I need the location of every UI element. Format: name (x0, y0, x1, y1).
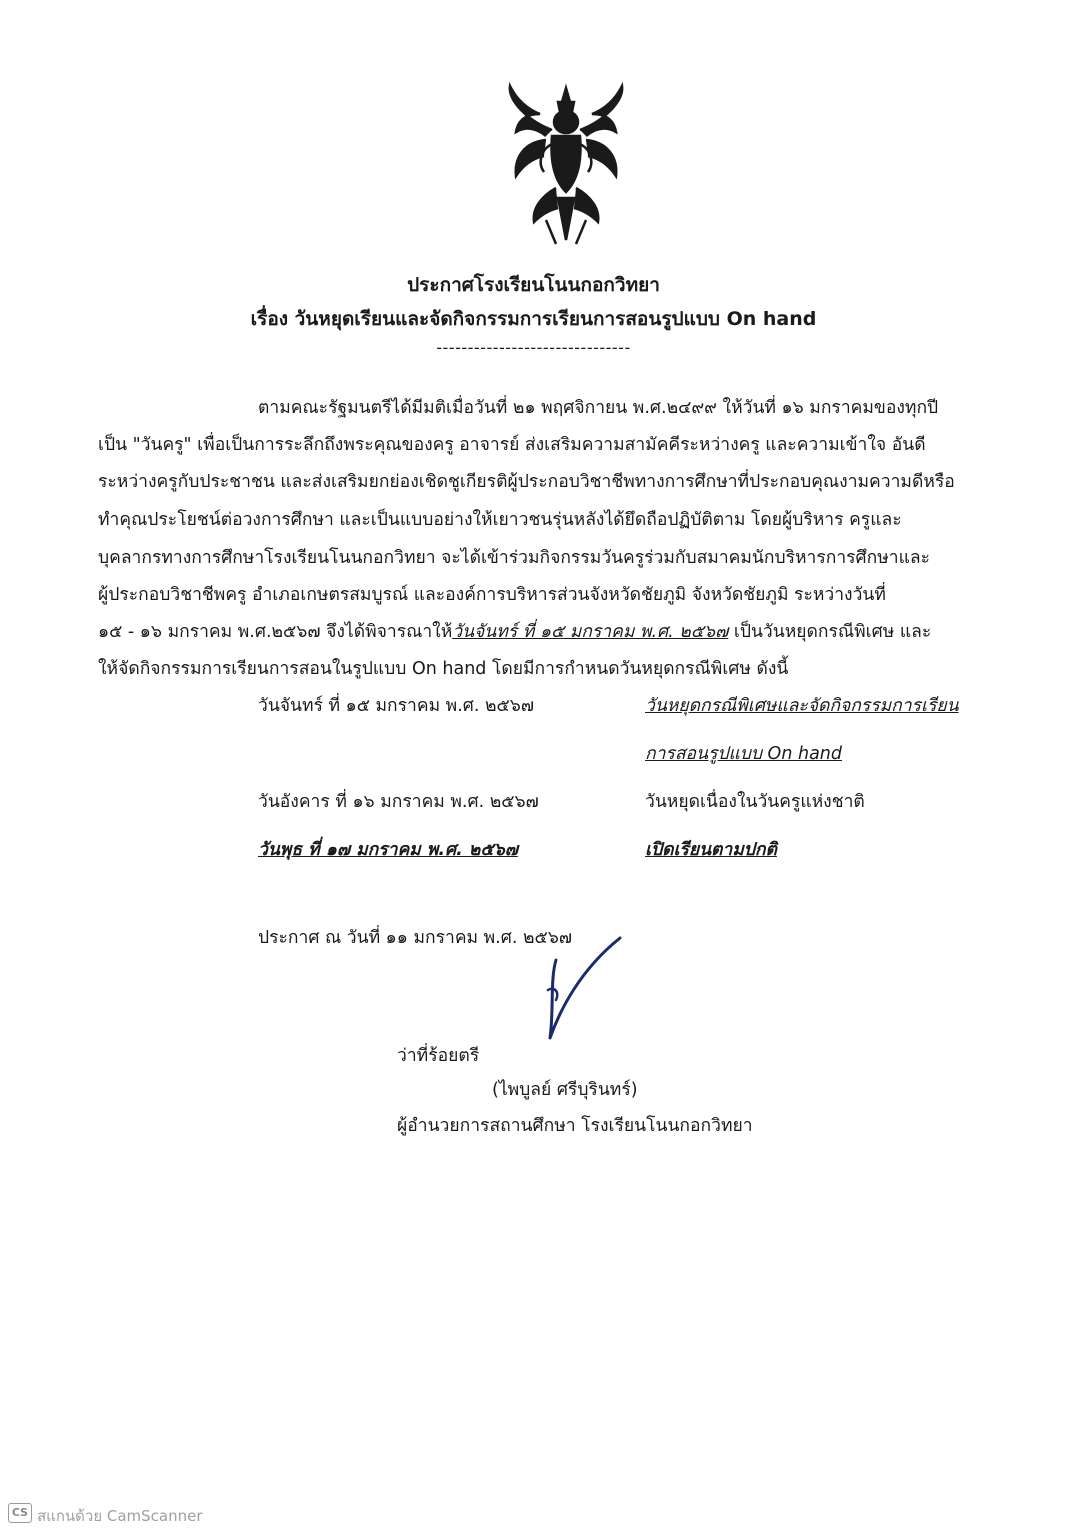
title-divider: ------------------------------- (436, 338, 631, 357)
schedule-date-1: วันจันทร์ ที่ ๑๕ มกราคม พ.ศ. ๒๕๖๗ (258, 696, 535, 716)
body-line-7-end: เป็นวันหยุดกรณีพิเศษ และ (728, 622, 932, 642)
body-line-8: ให้จัดกิจกรรมการเรียนการสอนในรูปแบบ On hand โดยมีการกำหนดวันหยุดกรณีพิเศษ ดังนี้ (98, 659, 789, 679)
camscanner-logo: CS (8, 1503, 32, 1523)
announcement-title: ประกาศโรงเรียนโนนกอกวิทยา (407, 274, 660, 296)
signer-position: ผู้อำนวยการสถานศึกษา โรงเรียนโนนกอกวิทยา (397, 1116, 753, 1136)
body-line-7-date: วันจันทร์ ที่ ๑๕ มกราคม พ.ศ. ๒๕๖๗ (452, 622, 729, 642)
schedule-date-2: วันอังคาร ที่ ๑๖ มกราคม พ.ศ. ๒๕๖๗ (258, 792, 539, 812)
schedule-desc-1: วันหยุดกรณีพิเศษและจัดกิจกรรมการเรียน (645, 696, 959, 716)
signature-mark (520, 930, 640, 1050)
body-line-5: บุคลากรทางการศึกษาโรงเรียนโนนกอกวิทยา จะได้เข้าร่วมกิจกรรมวันครูร่วมกับสมาคมนักบริหารการศึกษาและ (98, 548, 931, 568)
announcement-date: ประกาศ ณ วันที่ ๑๑ มกราคม พ.ศ. ๒๕๖๗ (258, 928, 573, 948)
signer-rank: ว่าที่ร้อยตรี (397, 1046, 480, 1066)
schedule-desc-2: วันหยุดเนื่องในวันครูแห่งชาติ (645, 792, 865, 812)
body-line-6: ผู้ประกอบวิชาชีพครู อำเภอเกษตรสมบูรณ์ และองค์การบริหารส่วนจังหวัดชัยภูมิ จังหวัดชัยภูมิ ระหว่างวันที่ (98, 585, 886, 605)
body-line-7-start: ๑๕ - ๑๖ มกราคม พ.ศ.๒๕๖๗ จึงได้พิจารณาให้ (98, 622, 453, 642)
body-line-7 (98, 617, 931, 645)
schedule-desc-1b: การสอนรูปแบบ On hand (645, 744, 842, 764)
schedule-desc-3: เปิดเรียนตามปกติ (645, 840, 777, 860)
garuda-emblem (496, 80, 636, 250)
body-line-2: เป็น "วันครู" เพื่อเป็นการระลึกถึงพระคุณของครู อาจารย์ ส่งเสริมความสามัคคีระหว่างครู และความเข้าใจ อันดี (98, 435, 926, 455)
signer-name: (ไพบูลย์ ศรีบุรินทร์) (492, 1080, 638, 1100)
body-line-3: ระหว่างครูกับประชาชน และส่งเสริมยกย่องเชิดชูเกียรติผู้ประกอบวิชาชีพทางการศึกษาที่ประกอบคุณงามความดีหรือ (98, 472, 955, 492)
body-line-4: ทำคุณประโยชน์ต่อวงการศึกษา และเป็นแบบอย่างให้เยาวชนรุ่นหลังได้ยึดถือปฏิบัติตาม โดยผู้บริหาร ครูและ (98, 510, 902, 530)
schedule-date-3: วันพุธ ที่ ๑๗ มกราคม พ.ศ. ๒๕๖๗ (258, 840, 518, 860)
announcement-subject: เรื่อง วันหยุดเรียนและจัดกิจกรรมการเรียนการสอนรูปแบบ On hand (250, 308, 817, 330)
body-line-1: ตามคณะรัฐมนตรีได้มีมติเมื่อวันที่ ๒๑ พฤศจิกายน พ.ศ.๒๔๙๙ ให้วันที่ ๑๖ มกราคมของทุกปี (258, 398, 939, 418)
camscanner-watermark: สแกนด้วย CamScanner (37, 1507, 203, 1525)
